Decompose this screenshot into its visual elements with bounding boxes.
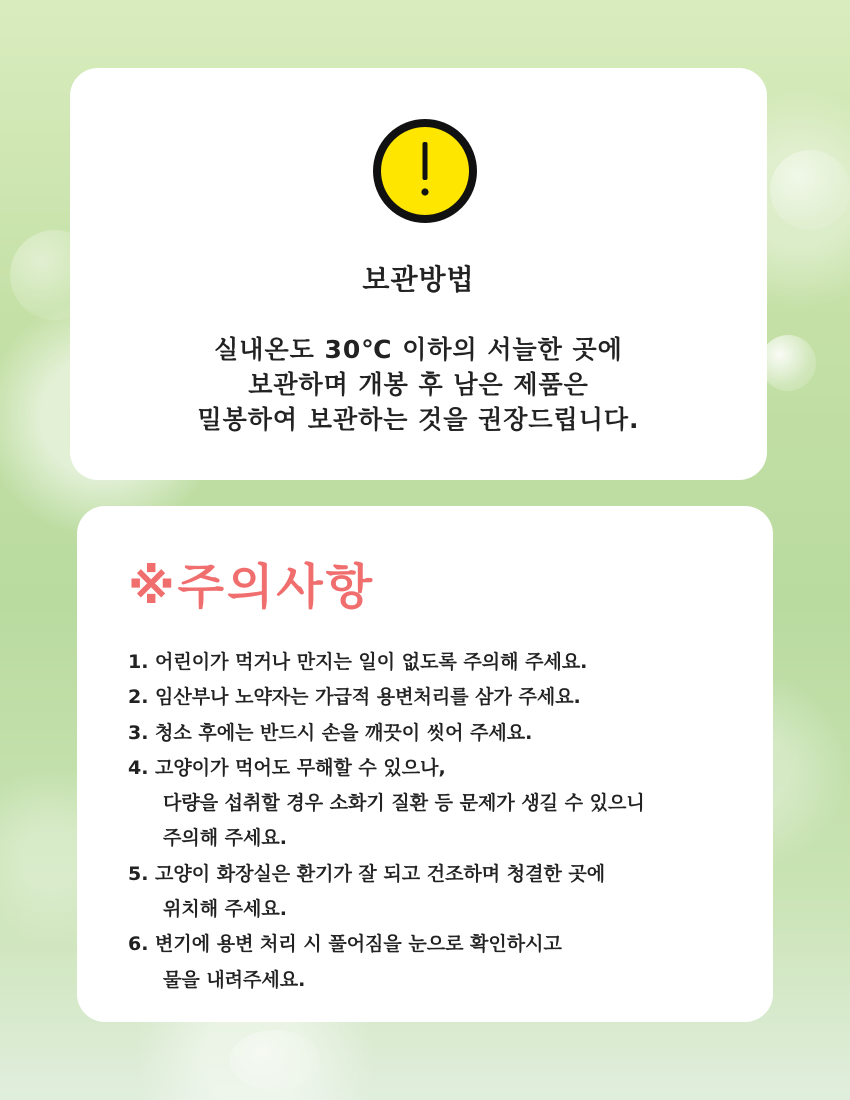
- caution-title: ※주의사항: [128, 559, 376, 615]
- caution-item: 4. 고양이가 먹어도 무해할 수 있으나,: [128, 756, 446, 779]
- caution-item-continuation: 주의해 주세요.: [163, 827, 287, 850]
- exclamation-warning-icon: [372, 118, 478, 224]
- caution-item: 5. 고양이 화장실은 환기가 잘 되고 건조하며 청결한 곳에: [128, 862, 606, 885]
- caution-item: 6. 변기에 용변 처리 시 풀어짐을 눈으로 확인하시고: [128, 933, 562, 956]
- caution-item-continuation: 다량을 섭취할 경우 소화기 질환 등 문제가 생길 수 있으니: [163, 792, 645, 815]
- storage-title: 보관방법: [362, 263, 475, 296]
- caution-item: 3. 청소 후에는 반드시 손을 깨끗이 씻어 주세요.: [128, 721, 533, 744]
- storage-description: [70, 332, 767, 437]
- caution-item-continuation: 위치해 주세요.: [163, 898, 287, 921]
- background-bubble: [760, 335, 816, 391]
- caution-item-continuation: 물을 내려주세요.: [163, 968, 306, 991]
- storage-line: 실내온도 30℃ 이하의 서늘한 곳에: [214, 335, 623, 364]
- caution-item: 2. 임산부나 노약자는 가급적 용변처리를 삼가 주세요.: [128, 686, 581, 709]
- background-bubble: [230, 1030, 320, 1090]
- caution-list: [128, 645, 758, 998]
- caution-item: 1. 어린이가 먹거나 만지는 일이 없도록 주의해 주세요.: [128, 651, 588, 673]
- storage-line: 보관하며 개봉 후 남은 제품은: [248, 370, 589, 399]
- storage-line: 밀봉하여 보관하는 것을 권장드립니다.: [197, 405, 640, 434]
- background-bubble: [770, 150, 850, 230]
